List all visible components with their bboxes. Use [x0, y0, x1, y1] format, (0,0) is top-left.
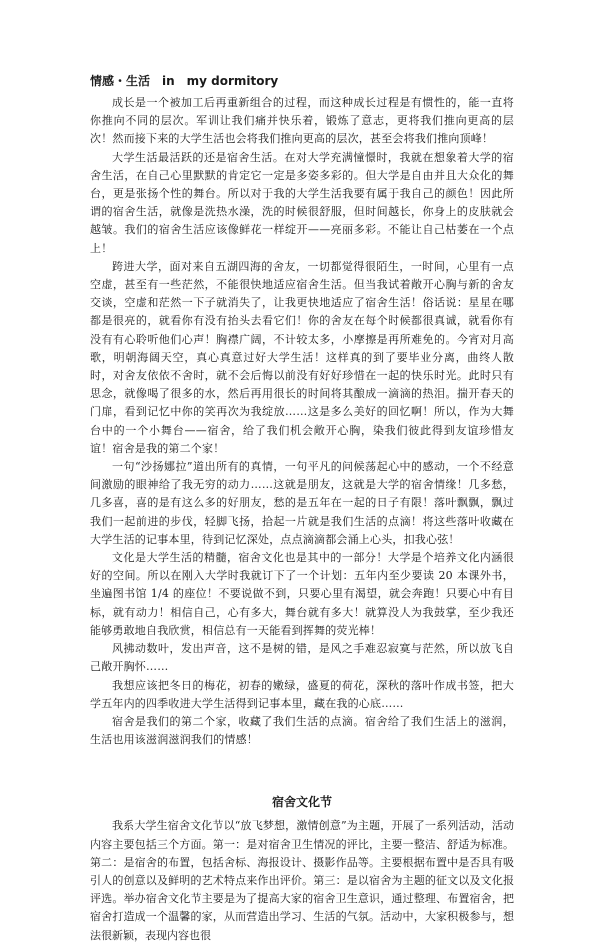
paragraph: 我系大学生宿舍文化节以“放飞梦想，激情创意”为主题，开展了一系列活动，活动内容主要包括三个方面。第一：是对宿舍卫生情况的评比，主要一整洁、舒适为标准。第二：是宿舍的布置，包括舍标、海报设计、摄影作品等。主要根据布置中是否具有吸引人的创意以及鲜明的艺术特点来作出评价。第三：是以宿舍为主题的征文以及文化报评选。举办宿舍文化节主要是为了提高大家的宿舍卫生意识，通过整理、布置宿舍，把宿舍打造成一个温馨的家，从而营造出学习、生活的气氛。活动中，大家积极参与，想法很新颖，表现内容也很 [90, 819, 514, 942]
paragraph: 文化是大学生活的精髓，宿舍文化也是其中的一部分！大学是个培养文化内涵很好的空间。所以在刚入大学时我就订下了一个计划：五年内至少要读 20 本课外书，坐遍图书馆 1/4 的座位！不要说做不到，只要心里有渴望，就会奔跑！只要心中有目标，就有动力！相信自己，心有多大，舞台就有多大！就算没人为我鼓掌，至少我还能够勇敢地自我欣赏，相信总有一天能看到挥舞的荧光棒！ [90, 551, 514, 637]
paragraph: 大学生活最活跃的还是宿舍生活。在对大学充满憧憬时，我就在想象着大学的宿舍生活，在自己心里默默的肯定它一定是多姿多彩的。但大学是自由并且大众化的舞台，更是张扬个性的舞台。所以对于我的大学生活我要有属于我自己的颜色！因此所谓的宿舍生活，就像是洗热水澡，洗的时候很舒服，但时间越长，你身上的皮肤就会越皱。我们的宿舍生活应该像鲜花一样绽开——亮丽多彩。不能让自己枯萎在一个点上！ [90, 150, 514, 255]
paragraph: 一句“沙扬娜拉”道出所有的真情，一句平凡的问候荡起心中的感动，一个不经意间激励的眼神给了我无穷的动力……这就是朋友，这就是大学的宿舍情缘！几多愁，几多喜，喜的是有这么多的好朋友，愁的是五年在一起的日子有限！落叶飘飘，飘过我们一起前进的步伐，轻脚飞扬，拾起一片就是我们生活的点滴！将这些落叶收藏在大学生活的记事本里，待到记忆深处，点点滴滴都会涌上心头，扣我心弦！ [90, 460, 514, 546]
paragraph: 风拂动数叶，发出声音，这不是树的错，是风之手难忍寂寞与茫然，所以放飞自己敞开胸怀…… [90, 642, 514, 674]
paragraph: 宿舍是我们的第二个家，收藏了我们生活的点滴。宿舍给了我们生活上的滋润，生活也用该滋润滋润我们的情感！ [90, 714, 514, 747]
paragraph: 成长是一个被加工后再重新组合的过程，而这种成长过程是有惯性的，能一直将你推向不同的层次。军训让我们痛并快乐着，锻炼了意志，更将我们推向更高的层次！然而接下来的大学生活也会将我们推向更高的层次，甚至会将我们推向顶峰！ [90, 96, 514, 146]
paragraph: 我想应该把冬日的梅花，初春的嫩绿，盛夏的荷花，深秋的落叶作成书签，把大学五年内的四季收进大学生活得到记事本里，藏在我的心底…… [90, 678, 514, 710]
section-heading: 宿舍文化节 [271, 795, 332, 810]
paragraph: 跨进大学，面对来自五湖四海的舍友，一切都觉得很陌生，一时间，心里有一点空虚，甚至有一些茫然，不能很快地适应宿舍生活。但当我试着敞开心胸与新的舍友交谈，空虚和茫然一下子就消失了，让我更快地适应了宿舍生活！俗话说：星星在哪都是很亮的，就看你有没有抬头去看它们！你的舍友在每个时候都很真诚，就看你有没有有心聆听他们心声！胸襟广阔，不计较太多，小摩擦是再所难免的。今宵对月高歌，明朝海阔天空，真心真意过好大学生活！这样真的到了要毕业分离，曲终人散时，对舍友依依不舍时，就不会后悔以前没有好好珍惜在一起的快乐时光。此时只有思念，就像喝了很多的水，然后再用很长的时间将其酿成一滴滴的热泪。揣开春天的门扉，看到记忆中你的笑再次为我绽放……这是多么美好的回忆啊！所以，作为大舞台中的一个小舞台——宿舍，给了我们机会敞开心胸，染我们彼此得到友谊珍惜友谊！宿舍是我的第二个家！ [90, 259, 514, 455]
section-dorm-culture [90, 793, 514, 944]
article-title: 情感・生活 in my dormitory [90, 74, 279, 88]
